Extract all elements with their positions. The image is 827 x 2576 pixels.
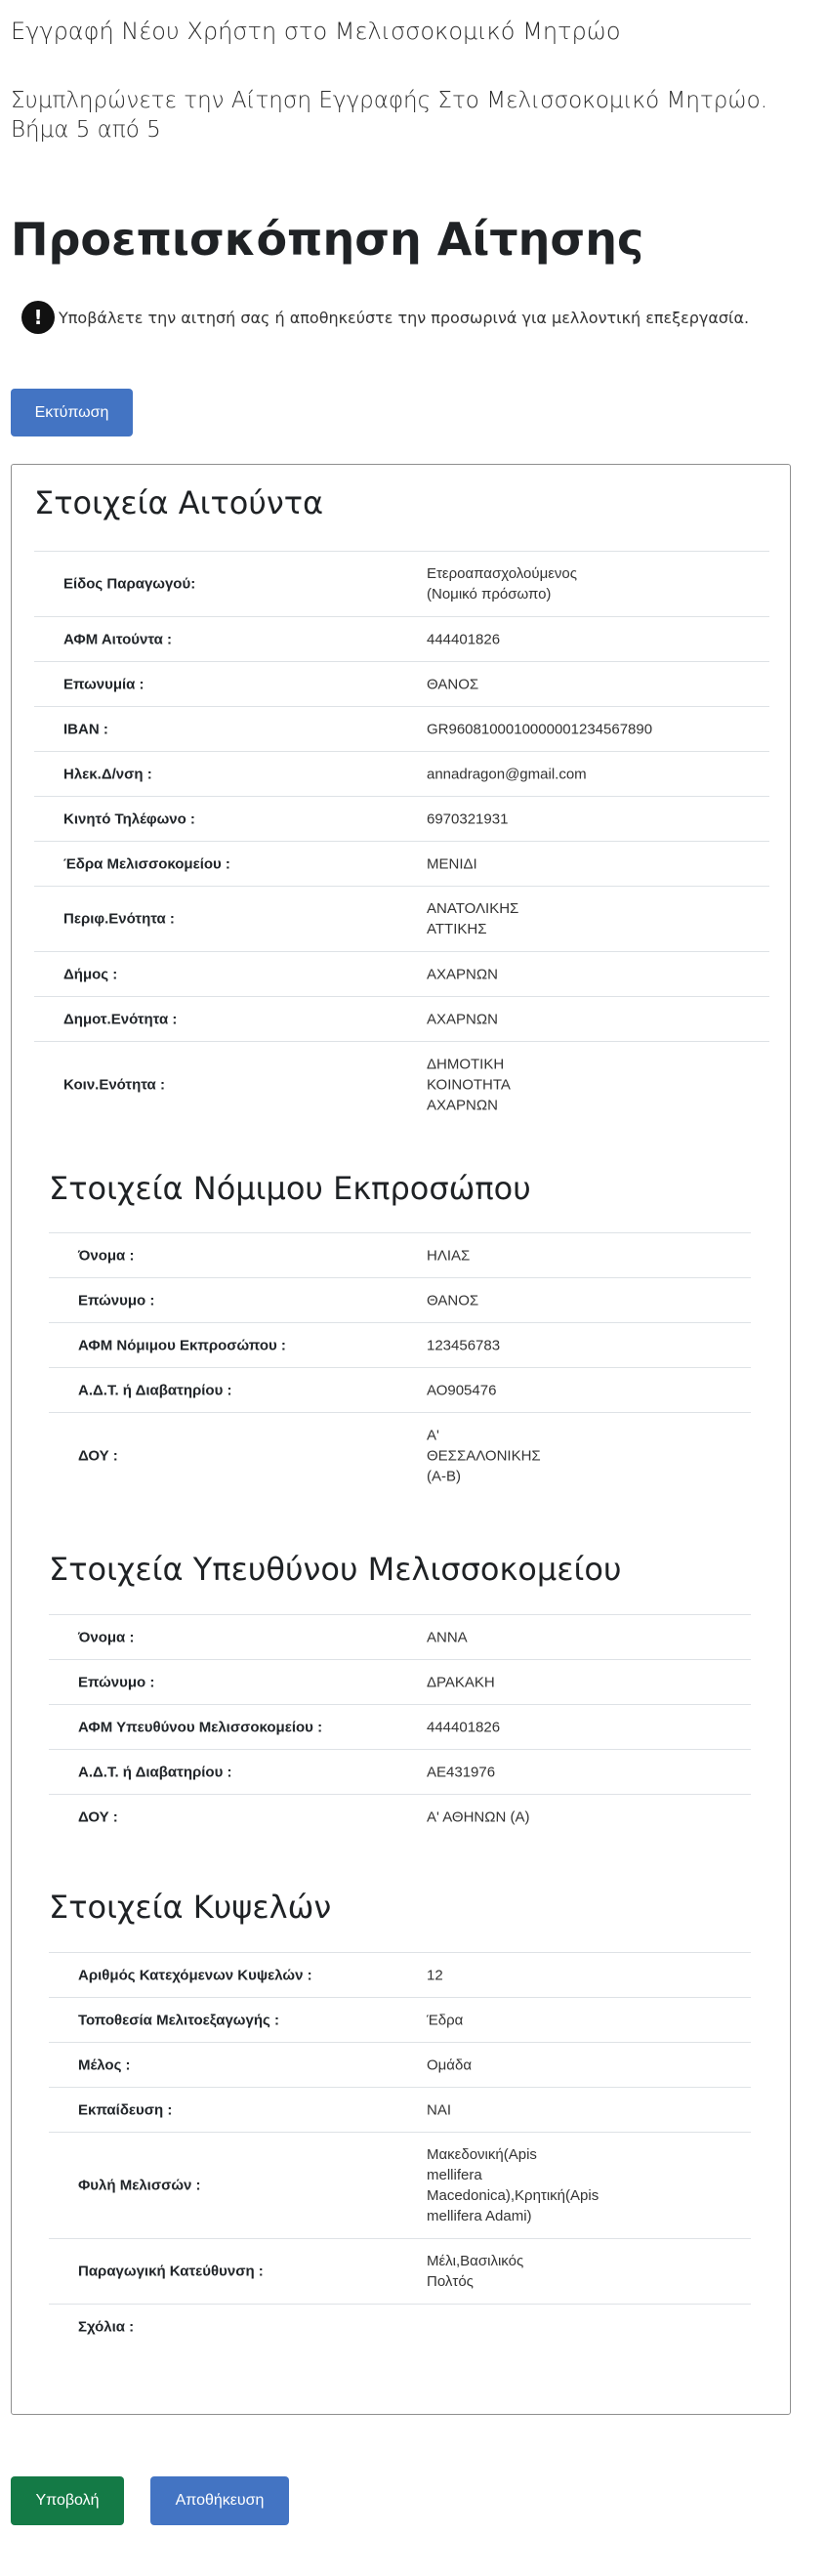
row-value: Α' ΑΘΗΝΩΝ (Α) [427, 1808, 530, 1826]
table-row [49, 1278, 751, 1323]
row-value: ΑΝΝΑ [427, 1629, 468, 1645]
table-row [49, 2133, 751, 2239]
table-row [49, 1660, 751, 1705]
row-value: ΘΑΝΟΣ [427, 1292, 479, 1309]
row-label: Έδρα Μελισσοκομείου : [63, 855, 230, 872]
row-value: ΜΕΝΙΔΙ [427, 855, 477, 872]
row-label: Επώνυμο : [78, 1292, 155, 1309]
row-value: 12 [427, 1967, 443, 1983]
applicant-section-title: Στοιχεία Αιτούντα [34, 484, 324, 521]
hives-table [49, 1952, 751, 2382]
row-label: Σχόλια : [78, 2318, 135, 2336]
table-row [49, 1998, 751, 2043]
table-row [34, 997, 769, 1042]
row-value: annadragon@gmail.com [427, 766, 587, 782]
exclamation-icon: ! [21, 301, 55, 334]
row-label: Αριθμός Κατεχόμενων Κυψελών : [78, 1967, 312, 1983]
row-value: ΑΧΑΡΝΩΝ [427, 966, 498, 982]
applicant-table [34, 551, 769, 1140]
table-row [49, 2043, 751, 2088]
row-label: ΑΦΜ Αιτούντα : [63, 631, 173, 647]
row-label: Περιφ.Ενότητα : [63, 910, 175, 928]
table-row [34, 552, 769, 617]
print-button[interactable]: Εκτύπωση [11, 389, 133, 436]
table-row [49, 1233, 751, 1278]
row-label: Παραγωγική Κατεύθυνση : [78, 2263, 264, 2280]
table-row [34, 662, 769, 707]
page-title: Προεπισκόπηση Αίτησης [11, 213, 644, 266]
row-value: 6970321931 [427, 810, 509, 827]
table-row [49, 1705, 751, 1750]
row-value: 444401826 [427, 1719, 501, 1735]
row-value: ΝΑΙ [427, 2101, 452, 2118]
table-row [34, 752, 769, 797]
hives-section-title: Στοιχεία Κυψελών [49, 1889, 332, 1926]
row-label: Τοποθεσία Μελιτοεξαγωγής : [78, 2012, 279, 2028]
row-label: Όνομα : [78, 1629, 135, 1645]
row-value: Έδρα [427, 2012, 464, 2028]
table-row [34, 887, 769, 952]
row-label: Μέλος : [78, 2057, 131, 2073]
row-value: GR9608100010000001234567890 [427, 721, 653, 737]
row-value: ΑΝΑΤΟΛΙΚΗΣ ΑΤΤΙΚΗΣ [427, 900, 519, 937]
row-value: ΔΡΑΚΑΚΗ [427, 1674, 495, 1690]
row-label: Ηλεκ.Δ/νση : [63, 766, 152, 782]
table-row [49, 1368, 751, 1413]
legal-rep-section-title: Στοιχεία Νόμιμου Εκπροσώπου [49, 1170, 531, 1207]
row-value: 123456783 [427, 1337, 501, 1353]
step-instructions: Συμπληρώνετε την Αίτηση Εγγραφής Στο Μελισσοκομικό Μητρώο. [11, 88, 768, 113]
row-value: 444401826 [427, 631, 501, 647]
table-row [49, 1750, 751, 1795]
row-value: ΑΕ431976 [427, 1764, 496, 1780]
row-label: ΔΟΥ : [78, 1447, 118, 1465]
row-value: ΔΗΜΟΤΙΚΗ ΚΟΙΝΟΤΗΤΑ ΑΧΑΡΝΩΝ [427, 1056, 511, 1114]
row-value: ΗΛΙΑΣ [427, 1247, 471, 1264]
row-value: ΘΑΝΟΣ [427, 676, 479, 692]
alert-text: Υποβάλετε την αιτησή σας ή αποθηκεύστε την προσωρινά για μελλοντική επεξεργασία. [59, 308, 750, 327]
table-row [34, 952, 769, 997]
apiary-manager-section-title: Στοιχεία Υπευθύνου Μελισσοκομείου [49, 1551, 622, 1588]
save-button[interactable]: Αποθήκευση [150, 2476, 289, 2525]
row-label: Επωνυμία : [63, 676, 145, 692]
row-label: Φυλή Μελισσών : [78, 2177, 201, 2194]
step-counter: Βήμα 5 από 5 [11, 117, 161, 143]
row-value: Μέλι,Βασιλικός Πολτός [427, 2253, 524, 2290]
row-label: Εκπαίδευση : [78, 2101, 173, 2118]
row-label: Α.Δ.Τ. ή Διαβατηρίου : [78, 1382, 232, 1398]
table-row [49, 1953, 751, 1998]
submit-button[interactable]: Υποβολή [11, 2476, 124, 2525]
table-row [34, 842, 769, 887]
row-label: ΔΟΥ : [78, 1808, 118, 1826]
table-row [34, 1042, 769, 1128]
row-value: Ετεροαπασχολούμενος (Νομικό πρόσωπο) [427, 565, 577, 602]
row-value: ΑΧΑΡΝΩΝ [427, 1011, 498, 1027]
table-row [49, 1413, 751, 1499]
row-label: ΑΦΜ Υπευθύνου Μελισσοκομείου : [78, 1719, 323, 1735]
row-value: Ομάδα [427, 2057, 473, 2073]
row-label: Είδος Παραγωγού: [63, 575, 196, 593]
row-label: Δήμος : [63, 966, 118, 982]
row-value: ΑΟ905476 [427, 1382, 497, 1398]
table-row [49, 2305, 751, 2349]
table-row [49, 2239, 751, 2305]
info-alert [21, 301, 749, 334]
legal-rep-table [49, 1232, 751, 1500]
table-row [34, 797, 769, 842]
table-row [49, 1615, 751, 1660]
row-label: Επώνυμο : [78, 1674, 155, 1690]
row-label: Δημοτ.Ενότητα : [63, 1011, 178, 1027]
table-row [49, 2088, 751, 2133]
table-row [34, 707, 769, 752]
apiary-manager-table [49, 1614, 751, 1841]
row-label: Α.Δ.Τ. ή Διαβατηρίου : [78, 1764, 232, 1780]
page-header-title: Εγγραφή Νέου Χρήστη στο Μελισσοκομικό Μητρώο [11, 18, 621, 45]
table-row [49, 1795, 751, 1840]
row-value: Α' ΘΕΣΣΑΛΟΝΙΚΗΣ (Α-Β) [427, 1427, 541, 1485]
table-row [49, 1323, 751, 1368]
row-label: Κοιν.Ενότητα : [63, 1076, 165, 1094]
table-row [34, 617, 769, 662]
row-value: Μακεδονική(Apis mellifera Macedonica),Κρητική(Apis mellifera Adami) [427, 2146, 600, 2224]
step-description [11, 86, 767, 145]
row-label: Όνομα : [78, 1247, 135, 1264]
application-preview-card [11, 464, 791, 2415]
row-label: IBAN : [63, 721, 108, 737]
row-label: Κινητό Τηλέφωνο : [63, 810, 195, 827]
row-label: ΑΦΜ Νόμιμου Εκπροσώπου : [78, 1337, 286, 1353]
